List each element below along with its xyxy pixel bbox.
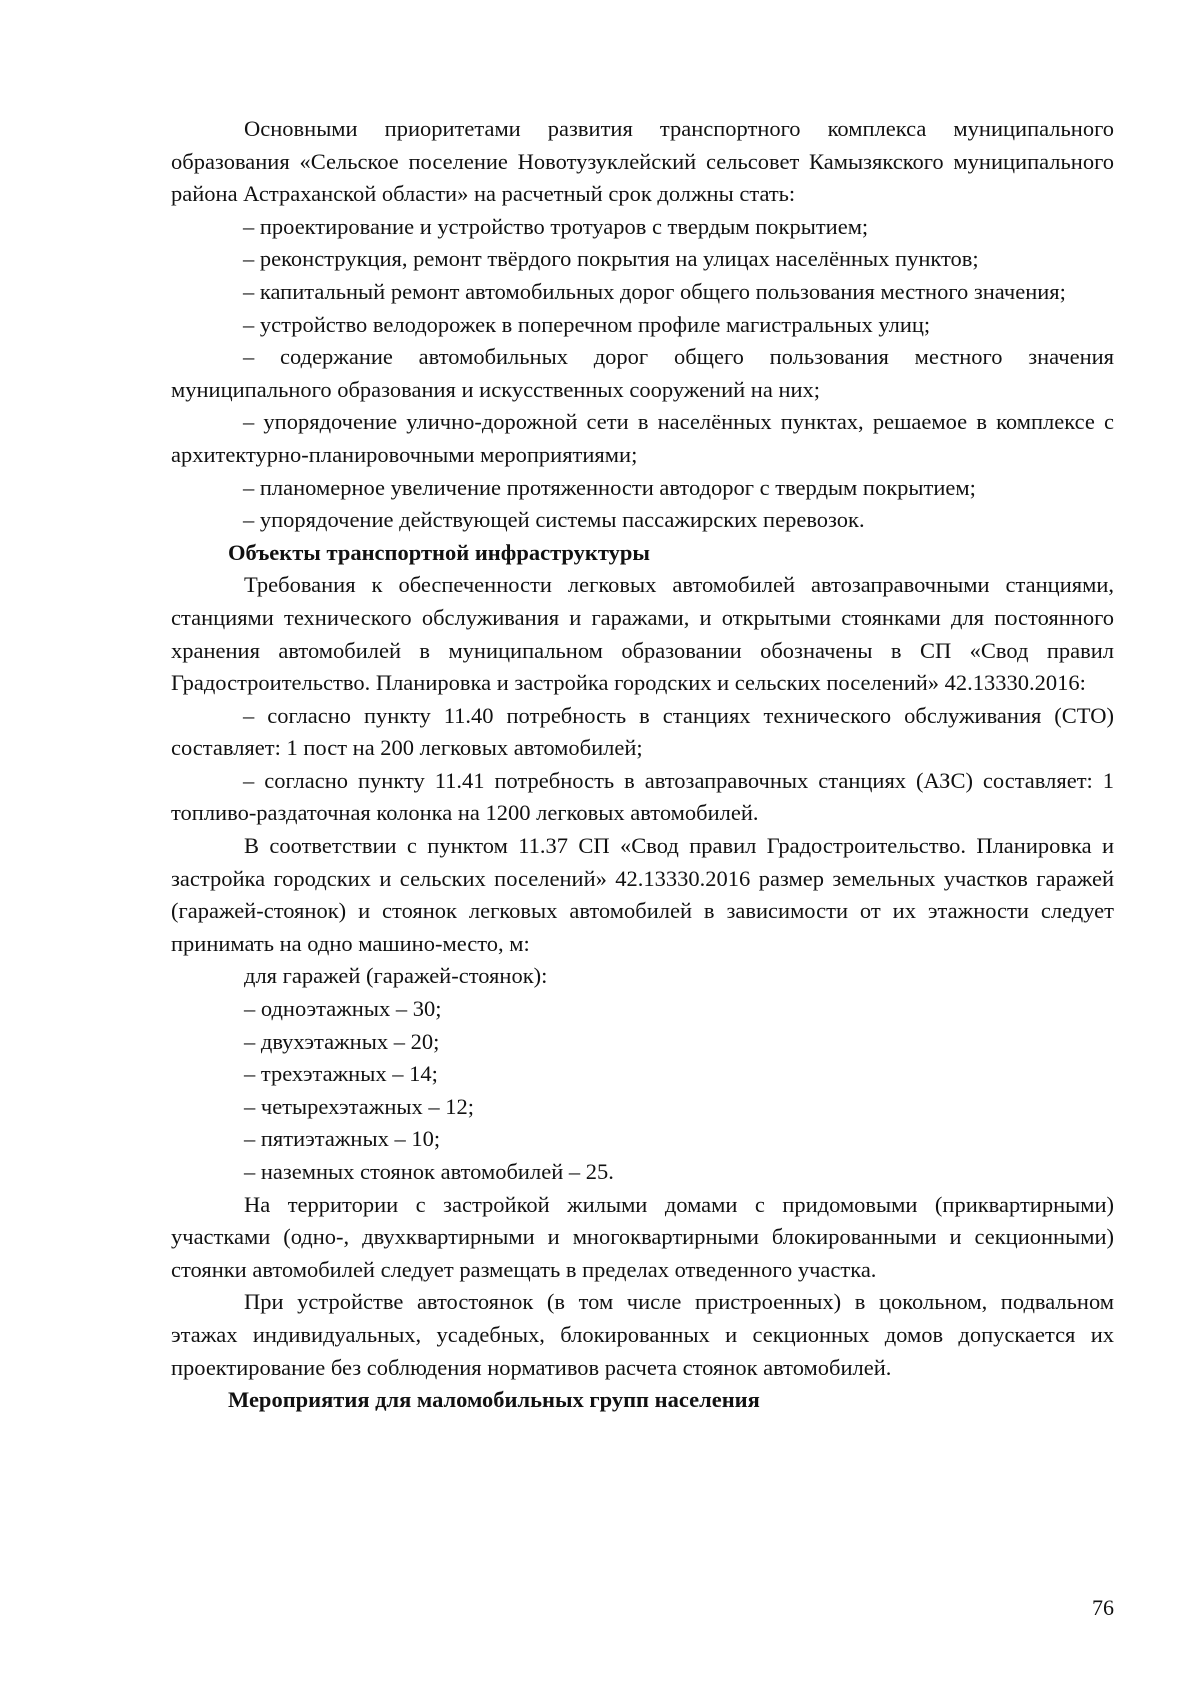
- paragraph-parking-placement: На территории с застройкой жилыми домами с придомовыми (приквартирными) участками (одно-, двухквартирными и многоквартирными блокированными и секционными) стоянки автомобилей следует размещать в пределах отведенного участка.: [171, 1191, 1114, 1282]
- list-item: – капитальный ремонт автомобильных дорог общего пользования местного значения;: [243, 278, 1066, 304]
- list-item: – трехэтажных – 14;: [244, 1061, 438, 1087]
- paragraph-garages-label: для гаражей (гаражей-стоянок):: [244, 963, 548, 989]
- document-body: [171, 113, 1114, 1417]
- list-item: – пятиэтажных – 10;: [244, 1126, 441, 1152]
- list-item: – проектирование и устройство тротуаров с твердым покрытием;: [243, 213, 869, 239]
- list-item: – содержание автомобильных дорог общего пользования местного значения муниципального образования и искусственных сооружений на них;: [171, 344, 1114, 402]
- list-item: – согласно пункту 11.41 потребность в автозаправочных станциях (АЗС) составляет: 1 топливо-раздаточная колонка на 1200 легковых автомобилей.: [171, 767, 1114, 826]
- list-item: – наземных стоянок автомобилей – 25.: [244, 1159, 614, 1184]
- list-item: – устройство велодорожек в поперечном профиле магистральных улиц;: [243, 311, 931, 337]
- list-item: – упорядочение действующей системы пассажирских перевозок.: [243, 507, 865, 533]
- paragraph-basement-parking: При устройстве автостоянок (в том числе пристроенных) в цокольном, подвальном этажах индивидуальных, усадебных, блокированных и секционных домов допускается их проектирование без соблюдения нормативов расчета стоянок автомобилей.: [171, 1289, 1114, 1380]
- paragraph-priorities-intro: Основными приоритетами развития транспортного комплекса муниципального образования «Сельское поселение Новотузуклейский сельсовет Камызякского муниципального района Астраханской области» на расчетный срок должны стать:: [171, 116, 1114, 207]
- list-item: – четырехэтажных – 12;: [244, 1093, 474, 1119]
- list-item: – реконструкция, ремонт твёрдого покрытия на улицах населённых пунктов;: [243, 246, 979, 272]
- section-heading-low-mobility-groups: Мероприятия для маломобильных групп населения: [228, 1387, 760, 1413]
- list-item: – согласно пункту 11.40 потребность в станциях технического обслуживания (СТО) составляет: 1 пост на 200 легковых автомобилей;: [171, 702, 1114, 761]
- section-heading-transport-infrastructure: Объекты транспортной инфраструктуры: [228, 539, 650, 565]
- paragraph-requirements: Требования к обеспеченности легковых автомобилей автозаправочными станциями, станциями технического обслуживания и гаражами, и открытыми стоянками для постоянного хранения автомобилей в муниципальном образовании обозначены в СП «Свод правил Градостроительство. Планировка и застройка городских и сельских поселений» 42.13330.2016:: [171, 572, 1114, 696]
- list-item: – двухэтажных – 20;: [244, 1028, 440, 1054]
- page-number: 76: [1092, 1595, 1114, 1620]
- paragraph-garage-area-norms: В соответствии с пунктом 11.37 СП «Свод правил Градостроительство. Планировка и застройка городских и сельских поселений» 42.13330.2016 размер земельных участков гаражей (гаражей-стоянок) и стоянок легковых автомобилей в зависимости от их этажности следует принимать на одно машино-место, м:: [171, 833, 1114, 956]
- list-item: – планомерное увеличение протяженности автодорог с твердым покрытием;: [243, 474, 976, 500]
- list-item: – упорядочение улично-дорожной сети в населённых пунктах, решаемое в комплексе с архитектурно-планировочными мероприятиями;: [171, 409, 1114, 467]
- list-item: – одноэтажных – 30;: [244, 996, 442, 1022]
